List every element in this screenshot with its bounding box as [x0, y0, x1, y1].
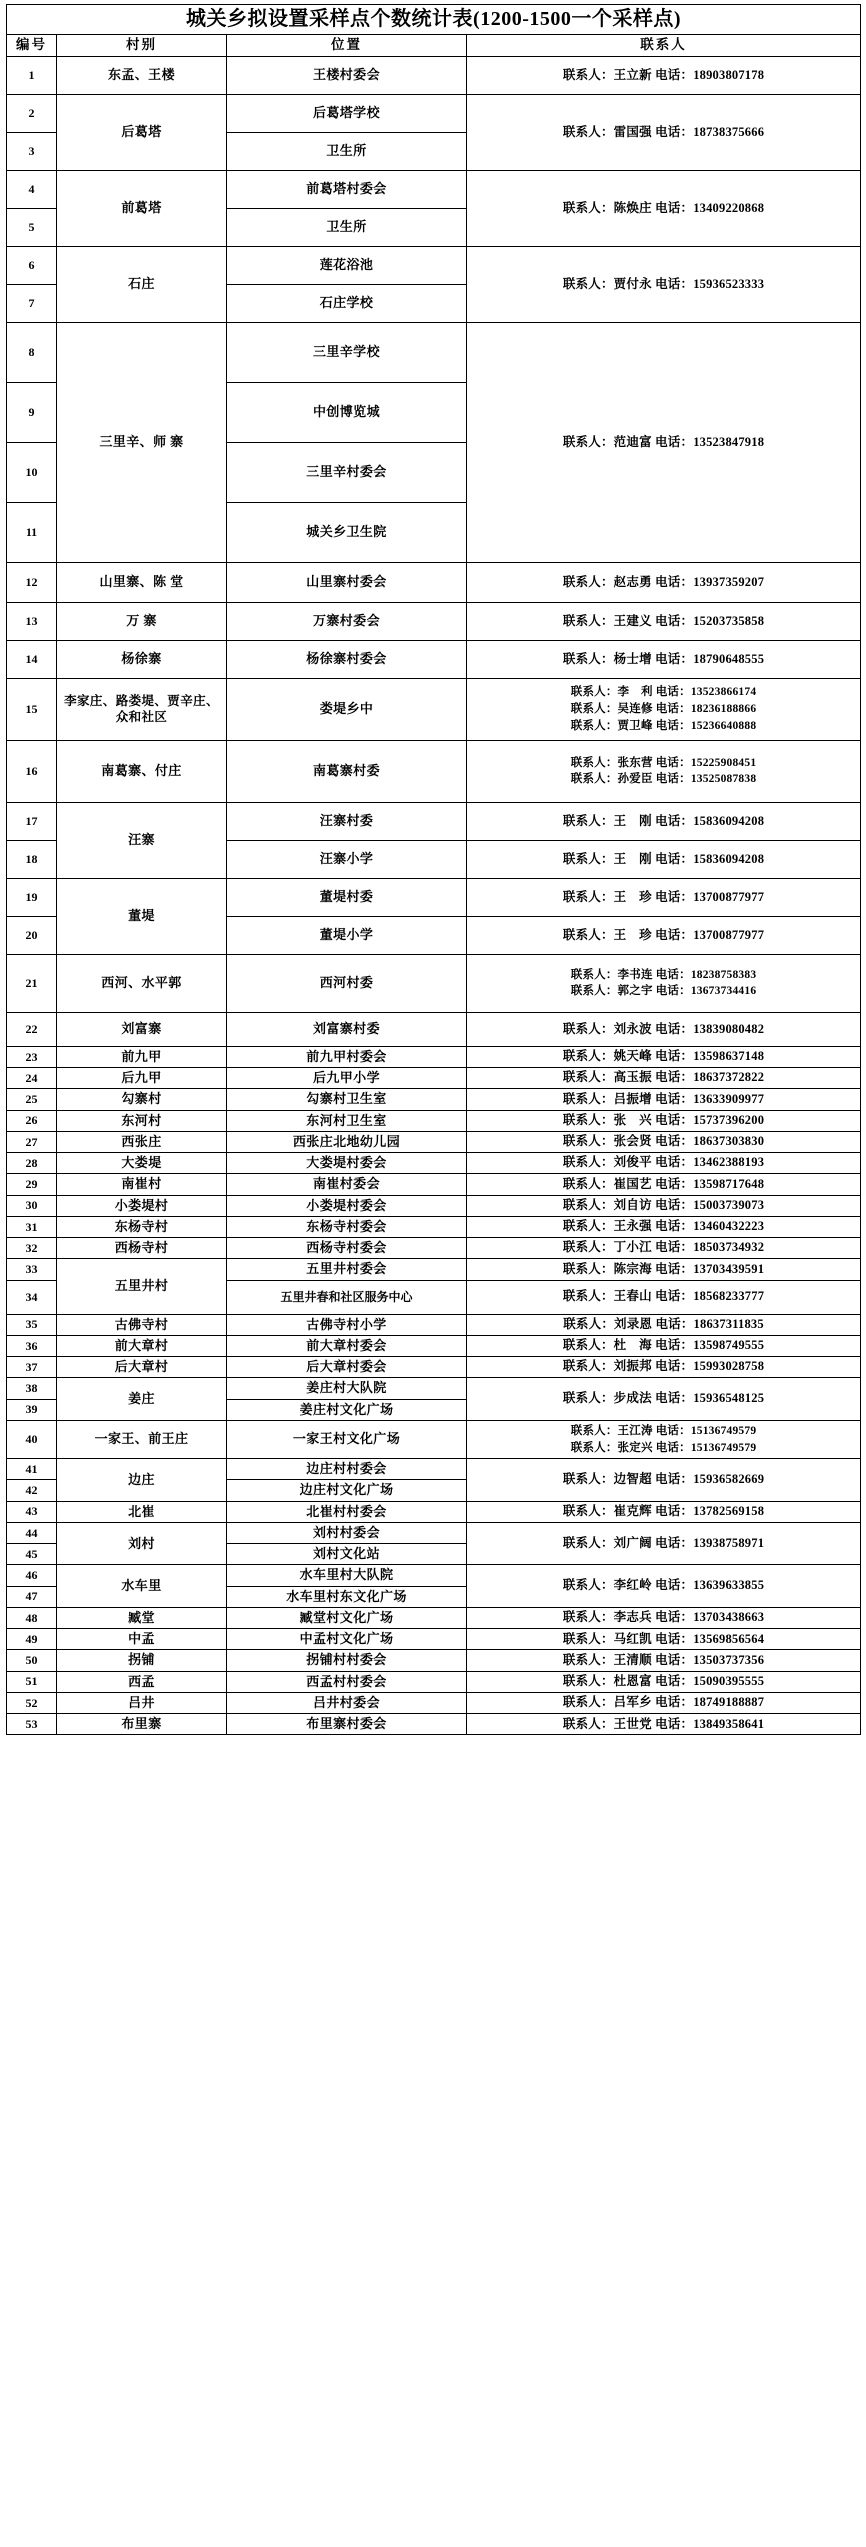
- cell-place: 卫生所: [227, 132, 467, 170]
- cell-village: 北崔: [57, 1501, 227, 1522]
- cell-contact: [467, 1110, 861, 1131]
- table-row: [7, 678, 861, 740]
- cell-place: 娄堤乡中: [227, 678, 467, 740]
- cell-row-number: 20: [7, 916, 57, 954]
- contact-line: 联系人：王世党 电话：13849358641: [562, 1716, 765, 1731]
- cell-village: 刘富寨: [57, 1012, 227, 1046]
- table-row: [7, 954, 861, 1012]
- cell-contact: [467, 878, 861, 916]
- table-row: [7, 562, 861, 602]
- cell-village: 西孟: [57, 1671, 227, 1692]
- cell-place: 边庄村村委会: [227, 1459, 467, 1480]
- page-title: 城关乡拟设置采样点个数统计表(1200-1500一个采样点): [7, 5, 861, 35]
- table-row: [7, 1174, 861, 1195]
- cell-row-number: 40: [7, 1420, 57, 1458]
- cell-place: 前葛塔村委会: [227, 170, 467, 208]
- table-row: [7, 322, 861, 382]
- table-row: [7, 170, 861, 208]
- contact-line: 联系人：张会贤 电话：18637303830: [562, 1134, 765, 1149]
- cell-row-number: 45: [7, 1544, 57, 1565]
- cell-row-number: 52: [7, 1692, 57, 1713]
- cell-row-number: 15: [7, 678, 57, 740]
- cell-village: 石庄: [57, 246, 227, 322]
- cell-village: 一家王、前王庄: [57, 1420, 227, 1458]
- cell-contact: [467, 1335, 861, 1356]
- cell-village: 董堤: [57, 878, 227, 954]
- cell-village: 臧堂: [57, 1607, 227, 1628]
- cell-contact: [467, 1692, 861, 1713]
- contact-line: 联系人：王立新 电话：18903807178: [562, 67, 765, 82]
- cell-row-number: 1: [7, 56, 57, 94]
- cell-place: 姜庄村大队院: [227, 1378, 467, 1399]
- contact-line: 联系人：王 刚 电话：15836094208: [562, 851, 765, 866]
- cell-row-number: 31: [7, 1216, 57, 1237]
- cell-village: 西张庄: [57, 1131, 227, 1152]
- cell-contact: [467, 1357, 861, 1378]
- cell-contact: [467, 170, 861, 246]
- cell-contact: [467, 94, 861, 170]
- cell-village: 前葛塔: [57, 170, 227, 246]
- cell-row-number: 16: [7, 740, 57, 802]
- cell-village: 西河、水平郭: [57, 954, 227, 1012]
- cell-contact: [467, 678, 861, 740]
- cell-place: 中创博览城: [227, 382, 467, 442]
- cell-contact: [467, 1216, 861, 1237]
- cell-row-number: 48: [7, 1607, 57, 1628]
- contact-line: 联系人：丁小江 电话：18503734932: [562, 1240, 765, 1255]
- contact-line: 联系人：雷国强 电话：18738375666: [562, 124, 765, 139]
- cell-village: 三里辛、师 寨: [57, 322, 227, 562]
- cell-place: 万寨村委会: [227, 602, 467, 640]
- cell-place: 后九甲小学: [227, 1068, 467, 1089]
- contact-line: 联系人：张东营 电话：15225908451: [570, 756, 757, 769]
- table-row: [7, 1046, 861, 1067]
- cell-contact: [467, 1607, 861, 1628]
- cell-row-number: 50: [7, 1650, 57, 1671]
- cell-village: 拐铺: [57, 1650, 227, 1671]
- column-header-no: 编号: [7, 35, 57, 57]
- cell-contact: [467, 1565, 861, 1608]
- cell-place: 布里寨村委会: [227, 1714, 467, 1735]
- cell-village: 南葛寨、付庄: [57, 740, 227, 802]
- cell-place: 西张庄北地幼儿园: [227, 1131, 467, 1152]
- cell-contact: [467, 56, 861, 94]
- table-row: [7, 1012, 861, 1046]
- contact-line: 联系人：吕军乡 电话：18749188887: [562, 1695, 765, 1710]
- cell-place: 后大章村委会: [227, 1357, 467, 1378]
- cell-village: 李家庄、路娄堤、贾辛庄、众和社区: [57, 678, 227, 740]
- cell-row-number: 38: [7, 1378, 57, 1399]
- cell-contact: [467, 1314, 861, 1335]
- cell-place: 石庄学校: [227, 284, 467, 322]
- cell-village: 杨徐寨: [57, 640, 227, 678]
- cell-place: 水车里村大队院: [227, 1565, 467, 1586]
- contact-line: 联系人：杜 海 电话：13598749555: [562, 1338, 765, 1353]
- cell-contact: [467, 1714, 861, 1735]
- cell-contact: [467, 740, 861, 802]
- table-row: [7, 1420, 861, 1458]
- cell-contact: [467, 1046, 861, 1067]
- cell-contact: [467, 954, 861, 1012]
- cell-row-number: 29: [7, 1174, 57, 1195]
- table-row: [7, 1314, 861, 1335]
- cell-contact: [467, 1012, 861, 1046]
- cell-contact: [467, 1671, 861, 1692]
- contact-line: 联系人：刘俊平 电话：13462388193: [562, 1155, 765, 1170]
- cell-row-number: 28: [7, 1153, 57, 1174]
- table-row: [7, 602, 861, 640]
- cell-row-number: 43: [7, 1501, 57, 1522]
- cell-row-number: 44: [7, 1522, 57, 1543]
- cell-contact: [467, 1650, 861, 1671]
- cell-contact: [467, 640, 861, 678]
- cell-place: 北崔村村委会: [227, 1501, 467, 1522]
- table-row: [7, 802, 861, 840]
- contact-line: 联系人：郭之宇 电话：13673734416: [570, 985, 757, 998]
- contact-line: 联系人：刘录恩 电话：18637311835: [563, 1316, 764, 1331]
- contact-line: 联系人：刘振邦 电话：15993028758: [562, 1359, 765, 1374]
- cell-row-number: 24: [7, 1068, 57, 1089]
- table-row: [7, 1131, 861, 1152]
- cell-place: 五里井春和社区服务中心: [227, 1280, 467, 1314]
- table-row: [7, 1459, 861, 1480]
- cell-contact: [467, 246, 861, 322]
- cell-contact: [467, 1089, 861, 1110]
- cell-contact: [467, 1501, 861, 1522]
- cell-village: 勾寨村: [57, 1089, 227, 1110]
- cell-place: 中孟村文化广场: [227, 1629, 467, 1650]
- cell-place: 臧堂村文化广场: [227, 1607, 467, 1628]
- cell-village: 中孟: [57, 1629, 227, 1650]
- cell-place: 刘村文化站: [227, 1544, 467, 1565]
- cell-row-number: 23: [7, 1046, 57, 1067]
- cell-row-number: 46: [7, 1565, 57, 1586]
- cell-place: 吕井村委会: [227, 1692, 467, 1713]
- contact-line: 联系人：王清顺 电话：13503737356: [562, 1652, 765, 1667]
- cell-place: 刘村村委会: [227, 1522, 467, 1543]
- column-header-contact: 联系人: [467, 35, 861, 57]
- contact-line: 联系人：王永强 电话：13460432223: [562, 1219, 765, 1234]
- cell-place: 西杨寺村委会: [227, 1238, 467, 1259]
- table-row: [7, 1522, 861, 1543]
- cell-contact: [467, 562, 861, 602]
- cell-place: 城关乡卫生院: [227, 502, 467, 562]
- cell-place: 大娄堤村委会: [227, 1153, 467, 1174]
- cell-place: 董堤村委: [227, 878, 467, 916]
- cell-row-number: 47: [7, 1586, 57, 1607]
- cell-row-number: 35: [7, 1314, 57, 1335]
- cell-village: 东孟、王楼: [57, 56, 227, 94]
- table-row: [7, 94, 861, 132]
- contact-line: 联系人：吴连修 电话：18236188866: [570, 703, 757, 716]
- cell-row-number: 49: [7, 1629, 57, 1650]
- cell-place: 东河村卫生室: [227, 1110, 467, 1131]
- cell-village: 姜庄: [57, 1378, 227, 1421]
- cell-place: 拐铺村村委会: [227, 1650, 467, 1671]
- contact-line: 联系人：高玉振 电话：18637372822: [562, 1070, 765, 1085]
- cell-village: 水车里: [57, 1565, 227, 1608]
- table-title-row: [7, 5, 861, 35]
- cell-village: 后葛塔: [57, 94, 227, 170]
- cell-contact: [467, 1259, 861, 1280]
- contact-line: 联系人：王江涛 电话：15136749579: [570, 1424, 757, 1437]
- contact-line: 联系人：孙爱臣 电话：13525087838: [570, 773, 757, 786]
- cell-contact: [467, 1238, 861, 1259]
- cell-place: 小娄堤村委会: [227, 1195, 467, 1216]
- cell-contact: [467, 1378, 861, 1421]
- contact-line: 联系人：步成法 电话：15936548125: [562, 1391, 765, 1406]
- cell-contact: [467, 1280, 861, 1314]
- cell-row-number: 9: [7, 382, 57, 442]
- cell-row-number: 14: [7, 640, 57, 678]
- table-row: [7, 56, 861, 94]
- cell-village: 大娄堤: [57, 1153, 227, 1174]
- cell-row-number: 3: [7, 132, 57, 170]
- cell-row-number: 12: [7, 562, 57, 602]
- contact-line: 联系人：姚天峰 电话：13598637148: [562, 1049, 765, 1064]
- cell-place: 勾寨村卫生室: [227, 1089, 467, 1110]
- table-header-row: [7, 35, 861, 57]
- contact-line: 联系人：赵志勇 电话：13937359207: [562, 574, 765, 589]
- contact-line: 联系人：杨士增 电话：18790648555: [562, 651, 765, 666]
- cell-village: 小娄堤村: [57, 1195, 227, 1216]
- contact-line: 联系人：马红凯 电话：13569856564: [562, 1631, 765, 1646]
- cell-row-number: 19: [7, 878, 57, 916]
- contact-line: 联系人：刘广阔 电话：13938758971: [562, 1535, 765, 1550]
- contact-line: 联系人：崔克辉 电话：13782569158: [562, 1504, 765, 1519]
- table-row: [7, 1259, 861, 1280]
- cell-place: 王楼村委会: [227, 56, 467, 94]
- contact-line: 联系人：范迪富 电话：13523847918: [562, 434, 765, 449]
- cell-place: 杨徐寨村委会: [227, 640, 467, 678]
- contact-line: 联系人：贾卫峰 电话：15236640888: [570, 719, 757, 732]
- contact-line: 联系人：张 兴 电话：15737396200: [562, 1112, 765, 1127]
- cell-row-number: 34: [7, 1280, 57, 1314]
- cell-row-number: 33: [7, 1259, 57, 1280]
- cell-place: 边庄村文化广场: [227, 1480, 467, 1501]
- cell-village: 刘村: [57, 1522, 227, 1565]
- cell-place: 刘富寨村委: [227, 1012, 467, 1046]
- table-row: [7, 1238, 861, 1259]
- cell-row-number: 5: [7, 208, 57, 246]
- table-row: [7, 246, 861, 284]
- cell-village: 边庄: [57, 1459, 227, 1502]
- cell-contact: [467, 1068, 861, 1089]
- cell-row-number: 32: [7, 1238, 57, 1259]
- cell-contact: [467, 602, 861, 640]
- cell-place: 东杨寺村委会: [227, 1216, 467, 1237]
- cell-row-number: 53: [7, 1714, 57, 1735]
- cell-contact: [467, 1153, 861, 1174]
- table-row: [7, 1501, 861, 1522]
- table-row: [7, 1565, 861, 1586]
- cell-contact: [467, 1459, 861, 1502]
- cell-village: 前大章村: [57, 1335, 227, 1356]
- cell-place: 五里井村委会: [227, 1259, 467, 1280]
- table-row: [7, 1607, 861, 1628]
- table-row: [7, 1378, 861, 1399]
- cell-row-number: 7: [7, 284, 57, 322]
- cell-village: 东杨寺村: [57, 1216, 227, 1237]
- table-row: [7, 1629, 861, 1650]
- cell-place: 三里辛学校: [227, 322, 467, 382]
- table-row: [7, 740, 861, 802]
- cell-row-number: 41: [7, 1459, 57, 1480]
- cell-place: 后葛塔学校: [227, 94, 467, 132]
- contact-line: 联系人：王 珍 电话：13700877977: [562, 889, 765, 904]
- cell-village: 后大章村: [57, 1357, 227, 1378]
- cell-row-number: 4: [7, 170, 57, 208]
- cell-village: 吕井: [57, 1692, 227, 1713]
- cell-village: 布里寨: [57, 1714, 227, 1735]
- cell-place: 汪寨村委: [227, 802, 467, 840]
- cell-row-number: 21: [7, 954, 57, 1012]
- cell-place: 莲花浴池: [227, 246, 467, 284]
- contact-line: 联系人：张定兴 电话：15136749579: [570, 1441, 757, 1454]
- contact-line: 联系人：李志兵 电话：13703438663: [562, 1610, 765, 1625]
- contact-line: 联系人：边智超 电话：15936582669: [562, 1472, 765, 1487]
- cell-village: 后九甲: [57, 1068, 227, 1089]
- table-row: [7, 1068, 861, 1089]
- cell-row-number: 30: [7, 1195, 57, 1216]
- table-row: [7, 1692, 861, 1713]
- contact-line: 联系人：刘自访 电话：15003739073: [562, 1197, 765, 1212]
- cell-village: 东河村: [57, 1110, 227, 1131]
- contact-line: 联系人：王 珍 电话：13700877977: [562, 927, 765, 942]
- cell-place: 西孟村村委会: [227, 1671, 467, 1692]
- cell-place: 西河村委: [227, 954, 467, 1012]
- cell-contact: [467, 840, 861, 878]
- cell-row-number: 2: [7, 94, 57, 132]
- column-header-village: 村别: [57, 35, 227, 57]
- cell-row-number: 27: [7, 1131, 57, 1152]
- cell-row-number: 39: [7, 1399, 57, 1420]
- cell-place: 三里辛村委会: [227, 442, 467, 502]
- cell-place: 姜庄村文化广场: [227, 1399, 467, 1420]
- table-row: [7, 640, 861, 678]
- cell-contact: [467, 916, 861, 954]
- table-row: [7, 1335, 861, 1356]
- cell-place: 古佛寺村小学: [227, 1314, 467, 1335]
- cell-village: 汪寨: [57, 802, 227, 878]
- cell-row-number: 11: [7, 502, 57, 562]
- cell-village: 万 寨: [57, 602, 227, 640]
- cell-contact: [467, 1195, 861, 1216]
- cell-row-number: 37: [7, 1357, 57, 1378]
- contact-line: 联系人：陈焕庄 电话：13409220868: [562, 200, 765, 215]
- cell-contact: [467, 1174, 861, 1195]
- cell-row-number: 6: [7, 246, 57, 284]
- contact-line: 联系人：崔国艺 电话：13598717648: [562, 1176, 765, 1191]
- cell-row-number: 42: [7, 1480, 57, 1501]
- cell-row-number: 18: [7, 840, 57, 878]
- cell-village: 山里寨、陈 堂: [57, 562, 227, 602]
- contact-line: 联系人：王建义 电话：15203735858: [562, 613, 765, 628]
- cell-place: 前九甲村委会: [227, 1046, 467, 1067]
- cell-village: 前九甲: [57, 1046, 227, 1067]
- table-row: [7, 1195, 861, 1216]
- cell-row-number: 26: [7, 1110, 57, 1131]
- contact-line: 联系人：陈宗海 电话：13703439591: [562, 1261, 765, 1276]
- cell-contact: [467, 802, 861, 840]
- contact-line: 联系人：李红岭 电话：13639633855: [562, 1578, 765, 1593]
- table-row: [7, 1357, 861, 1378]
- cell-row-number: 10: [7, 442, 57, 502]
- contact-line: 联系人：王春山 电话：18568233777: [562, 1289, 765, 1304]
- contact-line: 联系人：贾付永 电话：15936523333: [562, 276, 765, 291]
- table-row: [7, 1650, 861, 1671]
- cell-village: 西杨寺村: [57, 1238, 227, 1259]
- cell-village: 古佛寺村: [57, 1314, 227, 1335]
- cell-place: 南崔村委会: [227, 1174, 467, 1195]
- cell-contact: [467, 1131, 861, 1152]
- cell-row-number: 51: [7, 1671, 57, 1692]
- table-row: [7, 878, 861, 916]
- cell-row-number: 22: [7, 1012, 57, 1046]
- table-row: [7, 1110, 861, 1131]
- cell-place: 南葛寨村委: [227, 740, 467, 802]
- table-row: [7, 1714, 861, 1735]
- sampling-points-table: [6, 4, 861, 1735]
- cell-place: 一家王村文化广场: [227, 1420, 467, 1458]
- contact-line: 联系人：李 利 电话：13523866174: [570, 686, 757, 699]
- cell-place: 水车里村东文化广场: [227, 1586, 467, 1607]
- table-row: [7, 1671, 861, 1692]
- contact-line: 联系人：吕振增 电话：13633909977: [562, 1091, 765, 1106]
- table-row: [7, 1089, 861, 1110]
- contact-line: 联系人：刘永波 电话：13839080482: [562, 1021, 765, 1036]
- cell-row-number: 25: [7, 1089, 57, 1110]
- cell-village: 五里井村: [57, 1259, 227, 1314]
- cell-village: 南崔村: [57, 1174, 227, 1195]
- cell-contact: [467, 1522, 861, 1565]
- cell-row-number: 36: [7, 1335, 57, 1356]
- cell-row-number: 13: [7, 602, 57, 640]
- cell-place: 董堤小学: [227, 916, 467, 954]
- cell-place: 前大章村委会: [227, 1335, 467, 1356]
- cell-place: 山里寨村委会: [227, 562, 467, 602]
- cell-contact: [467, 1629, 861, 1650]
- cell-contact: [467, 322, 861, 562]
- contact-line: 联系人：王 刚 电话：15836094208: [562, 813, 765, 828]
- contact-line: 联系人：杜恩富 电话：15090395555: [562, 1674, 765, 1689]
- cell-row-number: 8: [7, 322, 57, 382]
- column-header-place: 位置: [227, 35, 467, 57]
- cell-row-number: 17: [7, 802, 57, 840]
- contact-line: 联系人：李书连 电话：18238758383: [570, 968, 757, 981]
- cell-contact: [467, 1420, 861, 1458]
- table-row: [7, 1153, 861, 1174]
- cell-place: 汪寨小学: [227, 840, 467, 878]
- cell-place: 卫生所: [227, 208, 467, 246]
- table-row: [7, 1216, 861, 1237]
